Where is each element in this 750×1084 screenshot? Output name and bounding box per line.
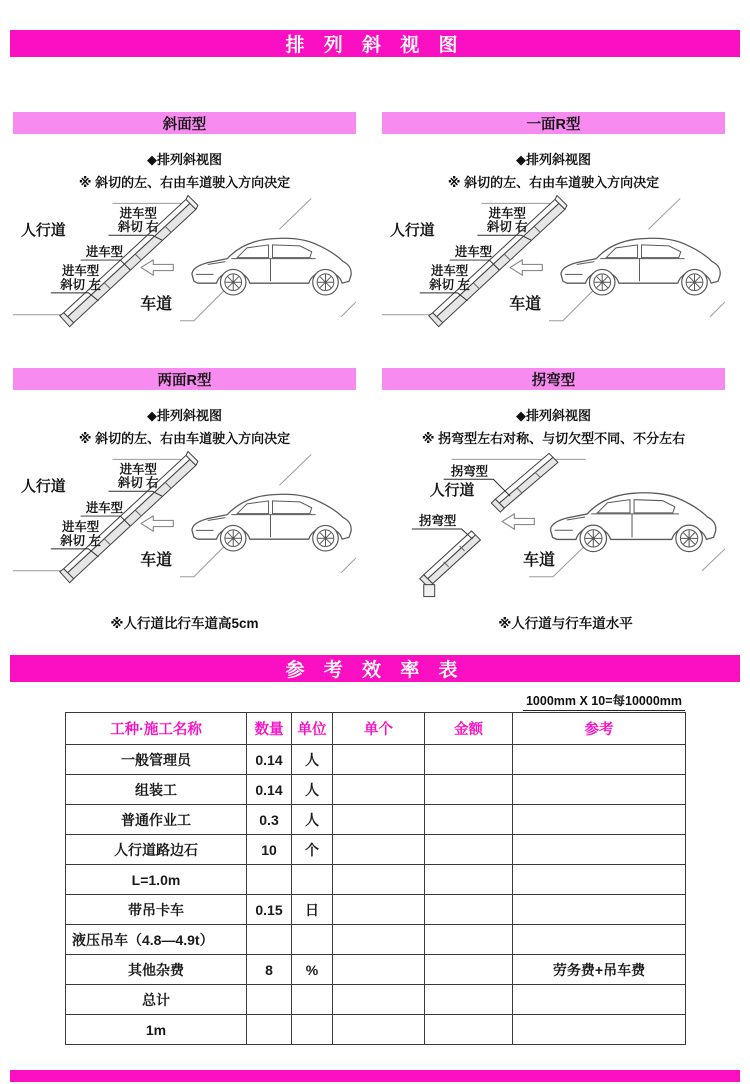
column-header: 工种·施工名称 — [66, 713, 247, 745]
table-cell: 人 — [292, 805, 333, 835]
panel-note: ※ 拐弯型左右对称、与切欠型不同、不分左右 — [421, 431, 686, 446]
table-cell: 0.3 — [247, 805, 292, 835]
table-cell — [292, 925, 333, 955]
panel-title: 一面R型 — [526, 116, 581, 133]
table-cell — [425, 955, 513, 985]
entry-top-label2: 斜切 右 — [486, 220, 528, 235]
table-cell: 0.14 — [247, 775, 292, 805]
panel-title: 斜面型 — [162, 116, 207, 133]
panel-diagram — [13, 195, 356, 347]
panel-bullet: ◆排列斜视图 — [147, 152, 222, 167]
column-header: 数量 — [247, 713, 292, 745]
curb-stone-upper — [491, 453, 558, 512]
table-cell — [333, 775, 425, 805]
panel-one-face-r-type — [382, 112, 725, 347]
table-row — [66, 1015, 686, 1045]
table-cell: 带吊卡车 — [66, 895, 247, 925]
left-arrow-icon — [141, 516, 173, 531]
table-cell: 人 — [292, 745, 333, 775]
table-row — [66, 775, 686, 805]
table-cell: 0.14 — [247, 745, 292, 775]
column-header: 金额 — [425, 713, 513, 745]
table-cell: 0.15 — [247, 895, 292, 925]
table-row — [66, 865, 686, 895]
road-label: 车道 — [523, 551, 555, 569]
table-cell: 一般管理员 — [66, 745, 247, 775]
table-cell — [513, 1015, 686, 1045]
table-row — [66, 895, 686, 925]
table-cell: 普通作业工 — [66, 805, 247, 835]
unit-note: 1000mm X 10=每10000mm — [65, 691, 685, 711]
table-cell — [247, 865, 292, 895]
curb-stone-lower — [420, 531, 481, 597]
panel-bullet: ◆排列斜视图 — [516, 408, 591, 423]
entry-bottom-label2: 斜切 左 — [429, 277, 470, 292]
reference-efficiency-table — [65, 712, 686, 1045]
table-cell: 个 — [292, 835, 333, 865]
panel-diagram — [13, 451, 356, 603]
entry-bottom-label2: 斜切 左 — [60, 533, 101, 548]
car-illustration — [550, 493, 715, 552]
column-header: 单位 — [292, 713, 333, 745]
left-arrow-icon — [141, 260, 173, 275]
table-cell: % — [292, 955, 333, 985]
corner-lower-label: 拐弯型 — [419, 514, 457, 529]
page-title: 排 列 斜 视 图 — [285, 35, 465, 56]
entry-bottom-label: 进车型 — [430, 263, 469, 278]
panel-note: ※ 斜切的左、右由车道驶入方向决定 — [78, 431, 291, 446]
panel-header — [13, 368, 356, 390]
table-section-banner — [10, 655, 740, 682]
table-cell: 10 — [247, 835, 292, 865]
column-header: 单个 — [333, 713, 425, 745]
table-row — [66, 835, 686, 865]
table-cell — [425, 985, 513, 1015]
table-cell — [425, 895, 513, 925]
panel-diagram — [382, 451, 725, 603]
entry-top-label: 进车型 — [488, 206, 526, 221]
table-cell — [425, 925, 513, 955]
table-cell — [333, 745, 425, 775]
table-cell — [333, 925, 425, 955]
table-cell — [513, 925, 686, 955]
sidewalk-label: 人行道 — [389, 223, 435, 240]
table-cell — [292, 985, 333, 1015]
table-cell: 人 — [292, 775, 333, 805]
table-cell — [513, 985, 686, 1015]
panel-header — [13, 112, 356, 134]
road-label: 车道 — [140, 551, 173, 569]
table-cell — [425, 865, 513, 895]
table-cell — [333, 895, 425, 925]
table-cell — [425, 775, 513, 805]
table-cell: 人行道路边石 — [66, 835, 247, 865]
table-cell — [333, 985, 425, 1015]
table-row — [66, 805, 686, 835]
panel-note: ※ 斜切的左、右由车道驶入方向决定 — [78, 175, 291, 190]
sidewalk-label: 人行道 — [429, 483, 475, 500]
table-cell — [425, 745, 513, 775]
table-cell — [513, 745, 686, 775]
entry-mid-label: 进车型 — [85, 245, 124, 260]
entry-top-label: 进车型 — [119, 462, 157, 477]
table-cell — [247, 985, 292, 1015]
left-arrow-icon — [510, 260, 542, 275]
table-cell — [513, 805, 686, 835]
panel-corner-type — [382, 368, 725, 603]
road-label: 车道 — [509, 295, 542, 313]
entry-top-label2: 斜切 右 — [117, 220, 159, 235]
table-cell: L=1.0m — [66, 865, 247, 895]
table-header-row — [66, 713, 686, 745]
table-cell: 总计 — [66, 985, 247, 1015]
table-cell — [333, 805, 425, 835]
panel-title: 拐弯型 — [531, 372, 576, 389]
table-cell: 组装工 — [66, 775, 247, 805]
table-cell — [333, 865, 425, 895]
table-cell — [513, 835, 686, 865]
table-cell — [513, 865, 686, 895]
table-cell — [333, 1015, 425, 1045]
table-cell — [425, 1015, 513, 1045]
table-cell — [513, 895, 686, 925]
table-cell — [292, 1015, 333, 1045]
footnote-left: ※人行道比行车道高5cm — [110, 616, 259, 631]
car-illustration — [192, 238, 351, 295]
panel-slope-type — [13, 112, 356, 347]
table-cell — [247, 925, 292, 955]
entry-mid-label: 进车型 — [85, 501, 124, 516]
table-cell: 其他杂费 — [66, 955, 247, 985]
table-cell — [425, 805, 513, 835]
table-cell — [333, 835, 425, 865]
car-illustration — [561, 238, 720, 295]
table-cell: 8 — [247, 955, 292, 985]
panel-note: ※ 斜切的左、右由车道驶入方向决定 — [447, 175, 660, 190]
entry-top-label2: 斜切 右 — [117, 476, 159, 491]
entry-bottom-label2: 斜切 左 — [60, 277, 101, 292]
table-row — [66, 925, 686, 955]
corner-upper-label: 拐弯型 — [450, 464, 489, 479]
table-section-title: 参 考 效 率 表 — [285, 660, 465, 681]
table-cell — [513, 775, 686, 805]
entry-bottom-label: 进车型 — [61, 263, 100, 278]
page-title-banner — [10, 30, 740, 57]
table-row — [66, 745, 686, 775]
entry-bottom-label: 进车型 — [61, 519, 100, 534]
footer-bar — [10, 1070, 740, 1082]
table-row — [66, 985, 686, 1015]
table-cell: 液压吊车（4.8—4.9t） — [66, 925, 247, 955]
table-cell — [292, 865, 333, 895]
sidewalk-label: 人行道 — [20, 223, 66, 240]
table-row — [66, 955, 686, 985]
panel-diagram — [382, 195, 725, 347]
panel-header — [382, 368, 725, 390]
panel-title: 两面R型 — [157, 372, 212, 389]
entry-top-label: 进车型 — [119, 206, 157, 221]
table-cell: 劳务费+吊车费 — [513, 955, 686, 985]
panel-header — [382, 112, 725, 134]
left-arrow-icon — [502, 514, 534, 529]
footnote-right: ※人行道与行车道水平 — [498, 616, 633, 631]
sidewalk-label: 人行道 — [20, 479, 66, 496]
table-cell — [333, 955, 425, 985]
table-cell: 日 — [292, 895, 333, 925]
road-label: 车道 — [140, 295, 173, 313]
car-illustration — [192, 494, 351, 551]
column-header: 参考 — [513, 713, 686, 745]
table-cell — [425, 835, 513, 865]
table-cell — [247, 1015, 292, 1045]
table-cell: 1m — [66, 1015, 247, 1045]
panel-bullet: ◆排列斜视图 — [516, 152, 591, 167]
panel-two-face-r-type — [13, 368, 356, 603]
panel-bullet: ◆排列斜视图 — [147, 408, 222, 423]
entry-mid-label: 进车型 — [454, 245, 493, 260]
